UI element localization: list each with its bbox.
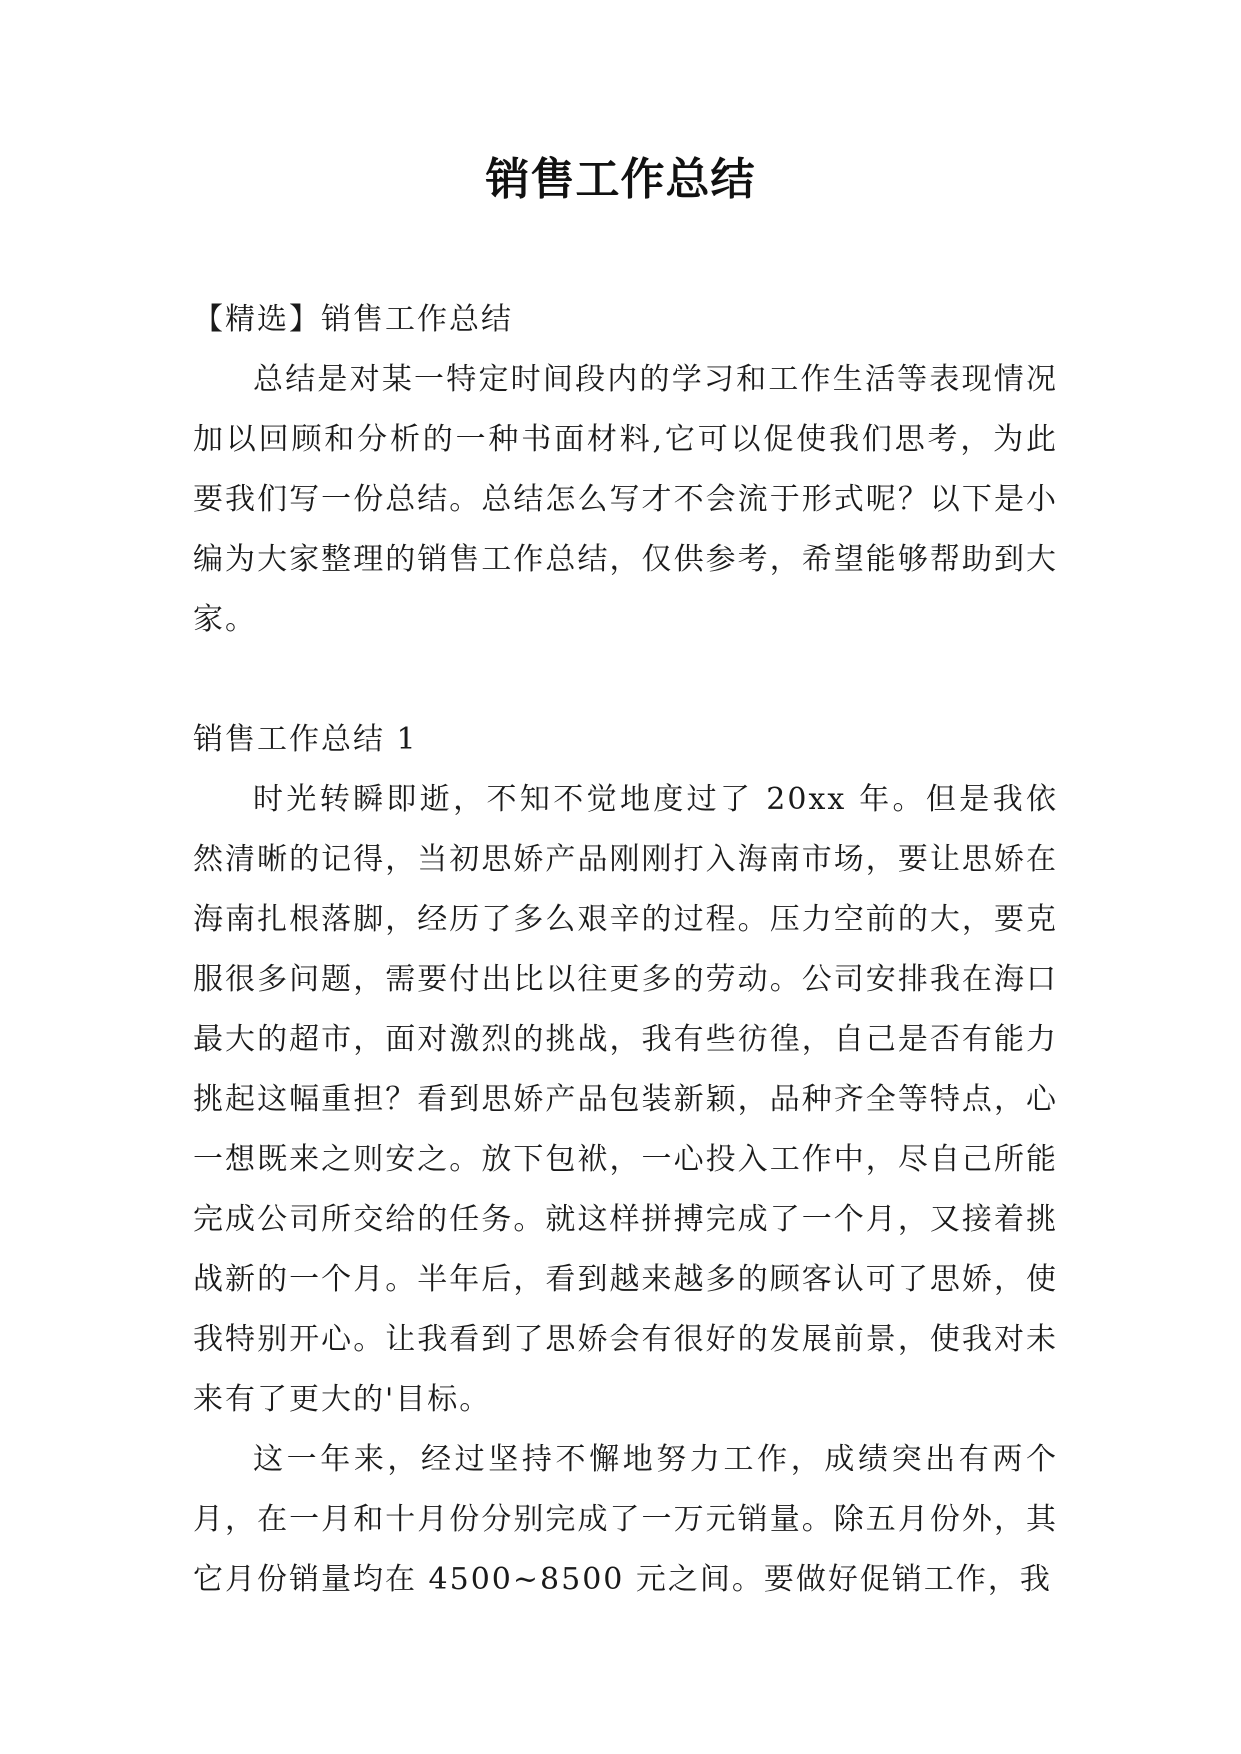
document-title: 销售工作总结 [485,154,756,205]
intro-paragraph: 总结是对某一特定时间段内的学习和工作生活等表现情况加以回顾和分析的一种书面材料,它可以促使我们思考，为此要我们写一份总结。总结怎么写才不会流于形式呢？以下是小编为大家整理的销售工作总结，仅供参考，希望能够帮助到大家。 [193,362,1058,637]
section-heading: 销售工作总结 1 [193,722,418,757]
document-body [193,290,1058,1610]
section-paragraph: 时光转瞬即逝，不知不觉地度过了 20xx 年。但是我依然清晰的记得，当初思娇产品刚刚打入海南市场，要让思娇在海南扎根落脚，经历了多么艰辛的过程。压力空前的大，要克服很多问题，需要付出比以往更多的劳动。公司安排我在海口最大的超市，面对激烈的挑战，我有些彷徨，自己是否有能力挑起这幅重担？看到思娇产品包装新颖，品种齐全等特点，心一想既来之则安之。放下包袱，一心投入工作中，尽自己所能完成公司所交给的任务。就这样拼搏完成了一个月，又接着挑战新的一个月。半年后，看到越来越多的顾客认可了思娇，使我特别开心。让我看到了思娇会有很好的发展前景，使我对未来有了更大的'目标。 [193,782,1058,1417]
intro-heading: 【精选】销售工作总结 [193,302,513,337]
section-paragraph: 这一年来，经过坚持不懈地努力工作，成绩突出有两个月，在一月和十月份分别完成了一万元销量。除五月份外，其它月份销量均在 4500~8500 元之间。要做好促销工作，我 [193,1442,1058,1597]
